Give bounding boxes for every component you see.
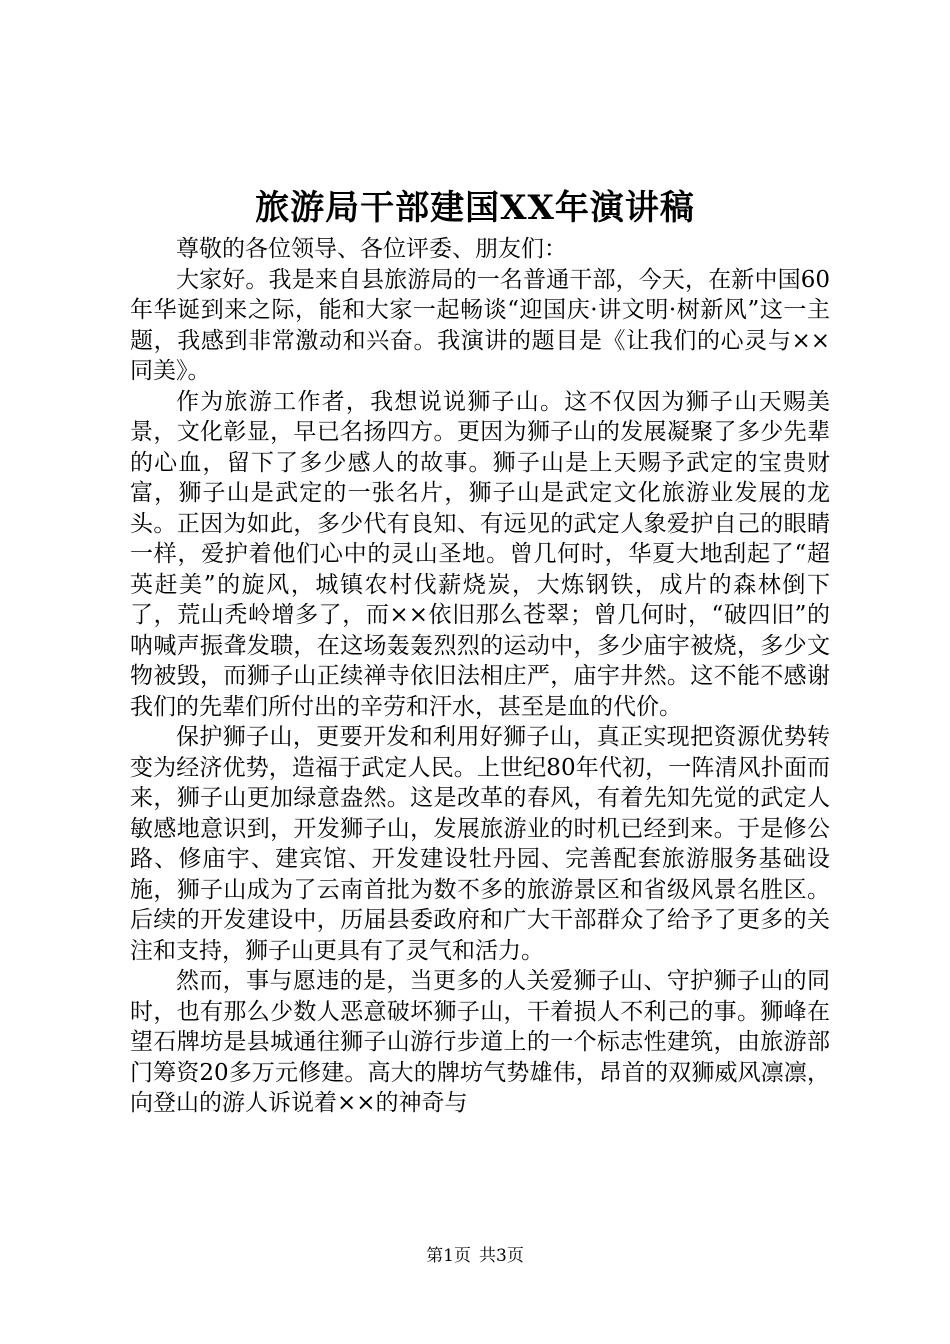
paragraph-greeting: 大家好。我是来自县旅游局的一名普通干部，今天，在新中国60年华诞到来之际，能和大家一起畅谈“迎国庆·讲文明·树新风”这一主题，我感到非常激动和兴奋。我演讲的题目是《让我们的心灵与××同美》。 [130, 266, 830, 384]
paragraph-shizishan-history: 作为旅游工作者，我想说说狮子山。这不仅因为狮子山天赐美景，文化彰显，早已名扬四方。更因为狮子山的发展凝聚了多少先辈的心血，留下了多少感人的故事。狮子山是上天赐予武定的宝贵财富，狮子山是武定的一张名片，狮子山是武定文化旅游业发展的龙头。正因为如此，多少代有良知、有远见的武定人象爱护自己的眼睛一样，爱护着他们心中的灵山圣地。曾几何时，华夏大地刮起了“超英赶美”的旋风，城镇农村伐薪烧炭，大炼钢铁，成片的森林倒下了，荒山秃岭增多了，而××依旧那么苍翠；曾几何时，“破四旧”的呐喊声振聋发聩，在这场轰轰烈烈的运动中，多少庙宇被烧，多少文物被毁，而狮子山正续禅寺依旧法相庄严，庙宇井然。这不能不感谢我们的先辈们所付出的辛劳和汗水，甚至是血的代价。 [130, 388, 830, 720]
paragraph-shizishan-development: 保护狮子山，更要开发和利用好狮子山，真正实现把资源优势转变为经济优势，造福于武定人民。上世纪80年代初，一阵清风扑面而来，狮子山更加绿意盎然。这是改革的春风，有着先知先觉的武定人敏感地意识到，开发狮子山，发展旅游业的时机已经到来。于是修公路、修庙宇、建宾馆、开发建设牡丹园、完善配套旅游服务基础设施，狮子山成为了云南首批为数不多的旅游景区和省级风景名胜区。后续的开发建设中，历届县委政府和广大干部群众了给予了更多的关注和支持，狮子山更具有了灵气和活力。 [130, 724, 830, 964]
document-body [130, 234, 830, 1119]
page-total: 共3页 [479, 1246, 524, 1266]
paragraph-salutation: 尊敬的各位领导、各位评委、朋友们： [176, 236, 567, 262]
paragraph-shizishan-damage: 然而，事与愿违的是，当更多的人关爱狮子山、守护狮子山的同时，也有那么少数人恶意破坏狮子山，干着损人不利己的事。狮峰在望石牌坊是县城通往狮子山游行步道上的一个标志性建筑，由旅游部门筹资20多万元修建。高大的牌坊气势雄伟，昂首的双狮威风凛凛，向登山的游人诉说着××的神奇与 [130, 968, 830, 1116]
document-title: 旅游局干部建国XX年演讲稿 [255, 188, 695, 228]
page-footer [0, 1244, 950, 1268]
page-number: 第1页 [426, 1246, 471, 1266]
